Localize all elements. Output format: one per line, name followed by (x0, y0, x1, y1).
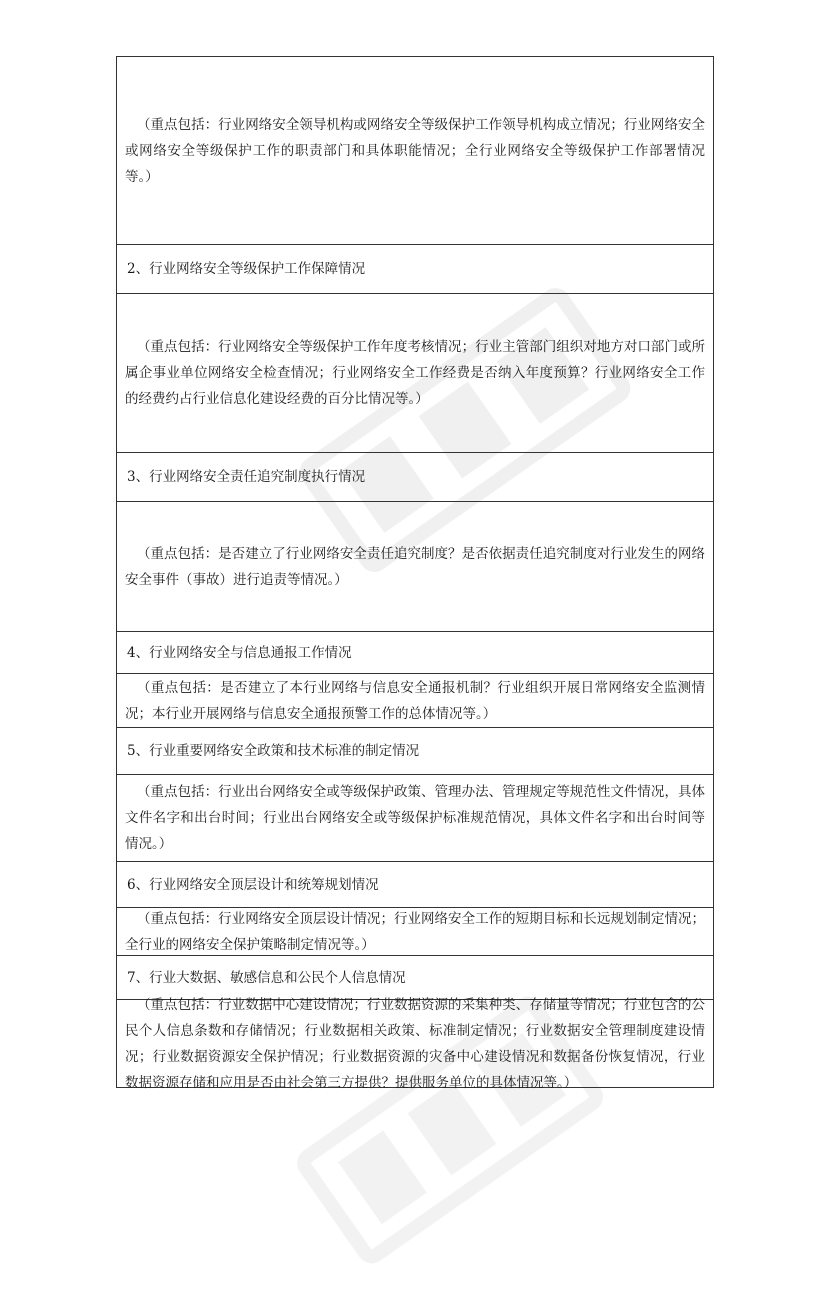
table-row-body-3 (117, 502, 713, 632)
row-heading: 6、行业网络安全顶层设计和统筹规划情况 (127, 876, 379, 893)
row-text: （重点包括：行业网络安全领导机构或网络安全等级保护工作领导机构成立情况；行业网络安全或网络安全等级保护工作的职责部门和具体职能情况；全行业网络安全等级保护工作部署情况等。） (125, 116, 705, 185)
row-text: （重点包括：行业网络安全顶层设计情况；行业网络安全工作的短期目标和长远规划制定情况；全行业的网络安全保护策略制定情况等。） (125, 910, 705, 953)
table-row-body-7 (117, 996, 713, 1091)
table-row-heading-4 (117, 632, 713, 674)
row-text: （重点包括：是否建立了行业网络安全责任追究制度？是否依据责任追究制度对行业发生的网络安全事件（事故）进行追责等情况。） (125, 545, 705, 588)
report-table (116, 56, 714, 1091)
row-heading: 5、行业重要网络安全政策和技术标准的制定情况 (127, 743, 420, 759)
row-heading: 2、行业网络安全等级保护工作保障情况 (127, 261, 366, 277)
row-heading: 3、行业网络安全责任追究制度执行情况 (127, 469, 366, 485)
table-row-body-2 (117, 294, 713, 453)
table-row-body-4 (117, 674, 713, 728)
row-text: （重点包括：行业出台网络安全或等级保护政策、管理办法、管理规定等规范性文件情况，具体文件名字和出台时间；行业出台网络安全或等级保护标准规范情况，具体文件名字和出台时间等情况。） (125, 784, 705, 852)
table-row-body-6 (117, 908, 713, 956)
row-text: （重点包括：行业数据中心建设情况；行业数据资源的采集种类、存储量等情况；行业包含的公民个人信息条数和存储情况；行业数据相关政策、标准制定情况；行业数据安全管理制度建设情况；行业数据资源安全保护情况；行业数据资源的灾备中心建设情况和数据备份恢复情况，行业数据资源存储和应用是否由社会第三方提供？提供服务单位的具体情况等。） (125, 996, 705, 1091)
row-text: （重点包括：是否建立了本行业网络与信息安全通报机制？行业组织开展日常网络安全监测情况；本行业开展网络与信息安全通报预警工作的总体情况等。） (125, 679, 705, 722)
table-row-body-5 (117, 775, 713, 862)
row-heading: 7、行业大数据、敏感信息和公民个人信息情况 (127, 969, 406, 986)
table-row-heading-6 (117, 862, 713, 908)
table-row-heading-3 (117, 453, 713, 502)
table-row-body-1 (117, 57, 713, 245)
row-heading: 4、行业网络安全与信息通报工作情况 (127, 644, 352, 661)
row-text: （重点包括：行业网络安全等级保护工作年度考核情况；行业主管部门组织对地方对口部门或所属企事业单位网络安全检查情况；行业网络安全工作经费是否纳入年度预算？行业网络安全工作的经费约占行业信息化建设经费的百分比情况等。） (125, 339, 705, 407)
table-row-heading-5 (117, 728, 713, 775)
table-row-heading-2 (117, 245, 713, 294)
